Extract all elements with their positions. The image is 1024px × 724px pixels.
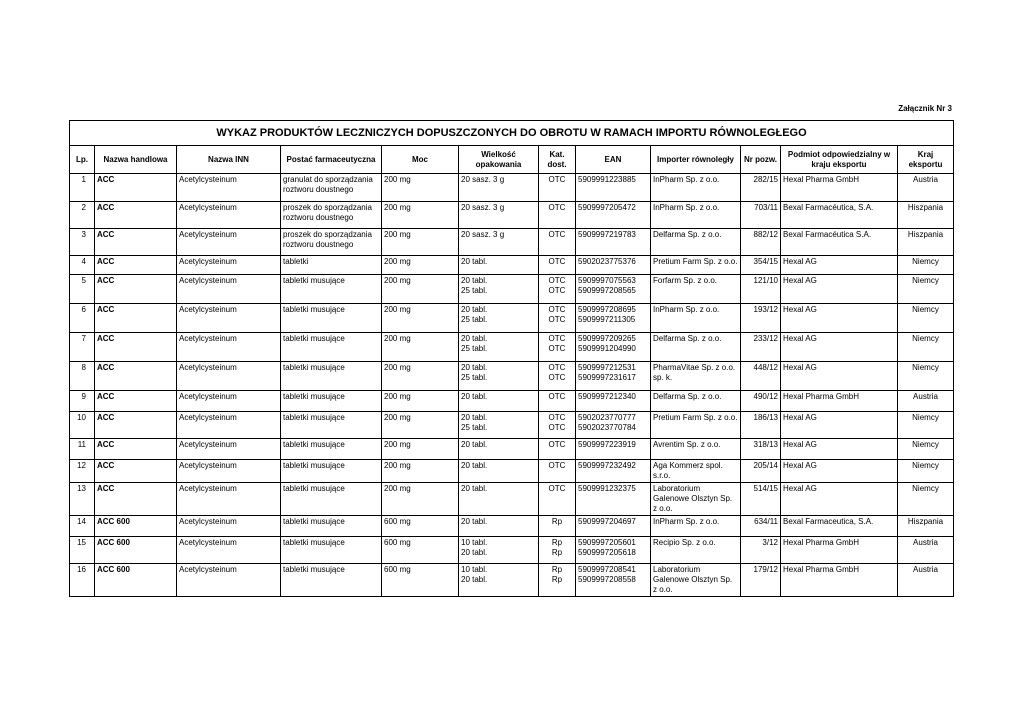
cell-permit: 205/14 [741, 460, 781, 483]
cell-exporter: Hexal AG [781, 460, 898, 483]
cell-inn: Acetylcysteinum [177, 439, 281, 460]
cell-permit: 318/13 [741, 439, 781, 460]
cell-strength: 600 mg [382, 537, 459, 564]
cell-strength: 600 mg [382, 564, 459, 597]
cell-lp: 1 [70, 174, 95, 202]
cell-trade-name: ACC 600 [95, 564, 177, 597]
cell-lp: 15 [70, 537, 95, 564]
cell-exporter: Hexal Pharma GmbH [781, 174, 898, 202]
cell-form: tabletki [281, 256, 382, 275]
cell-lp: 8 [70, 362, 95, 391]
cell-permit: 3/12 [741, 537, 781, 564]
cell-ean: 5909997212531 5909997231617 [576, 362, 651, 391]
cell-form: tabletki musujące [281, 362, 382, 391]
cell-strength: 200 mg [382, 391, 459, 412]
cell-lp: 16 [70, 564, 95, 597]
cell-exporter: Hexal AG [781, 275, 898, 304]
table-row [70, 483, 954, 516]
cell-exporter: Hexal AG [781, 483, 898, 516]
cell-permit: 514/15 [741, 483, 781, 516]
cell-ean: 5909991223885 [576, 174, 651, 202]
cell-country: Niemcy [898, 304, 954, 333]
cell-pack: 20 tabl. 25 tabl. [459, 275, 539, 304]
cell-country: Austria [898, 537, 954, 564]
cell-strength: 200 mg [382, 174, 459, 202]
table-row [70, 439, 954, 460]
cell-lp: 5 [70, 275, 95, 304]
cell-form: granulat do sporządzania roztworu doustnego [281, 174, 382, 202]
cell-importer: InPharm Sp. z o.o. [651, 202, 741, 229]
cell-importer: InPharm Sp. z o.o. [651, 174, 741, 202]
cell-ean: 5909997219783 [576, 229, 651, 256]
cell-importer: Pretium Farm Sp. z o.o. [651, 412, 741, 439]
cell-strength: 200 mg [382, 275, 459, 304]
cell-inn: Acetylcysteinum [177, 391, 281, 412]
cell-form: tabletki musujące [281, 537, 382, 564]
table-row [70, 516, 954, 537]
cell-form: tabletki musujące [281, 275, 382, 304]
table-body [70, 174, 954, 597]
cell-importer: InPharm Sp. z o.o. [651, 516, 741, 537]
cell-cat: OTC [539, 256, 576, 275]
cell-cat: OTC [539, 174, 576, 202]
cell-form: tabletki musujące [281, 439, 382, 460]
cell-country: Niemcy [898, 412, 954, 439]
cell-strength: 200 mg [382, 202, 459, 229]
cell-trade-name: ACC [95, 362, 177, 391]
table-row [70, 391, 954, 412]
cell-trade-name: ACC [95, 202, 177, 229]
cell-exporter: Hexal AG [781, 412, 898, 439]
cell-importer: Recipio Sp. z o.o. [651, 537, 741, 564]
cell-strength: 200 mg [382, 304, 459, 333]
table-row [70, 333, 954, 362]
cell-inn: Acetylcysteinum [177, 229, 281, 256]
cell-inn: Acetylcysteinum [177, 304, 281, 333]
cell-ean: 5909997232492 [576, 460, 651, 483]
cell-trade-name: ACC [95, 391, 177, 412]
cell-pack: 10 tabl. 20 tabl. [459, 564, 539, 597]
header-form: Postać farmaceutyczna [281, 146, 382, 174]
cell-importer: Delfarma Sp. z o.o. [651, 391, 741, 412]
cell-ean: 5902023770777 5902023770784 [576, 412, 651, 439]
cell-lp: 6 [70, 304, 95, 333]
cell-strength: 200 mg [382, 412, 459, 439]
cell-pack: 20 sasz. 3 g [459, 229, 539, 256]
cell-country: Niemcy [898, 275, 954, 304]
cell-country: Niemcy [898, 333, 954, 362]
cell-importer: Delfarma Sp. z o.o. [651, 333, 741, 362]
cell-lp: 4 [70, 256, 95, 275]
cell-strength: 200 mg [382, 460, 459, 483]
cell-exporter: Hexal AG [781, 439, 898, 460]
cell-trade-name: ACC [95, 229, 177, 256]
cell-strength: 200 mg [382, 333, 459, 362]
cell-importer: Pretium Farm Sp. z o.o. [651, 256, 741, 275]
cell-pack: 20 tabl. 25 tabl. [459, 304, 539, 333]
cell-trade-name: ACC 600 [95, 516, 177, 537]
table-header-row [70, 146, 954, 174]
cell-exporter: Hexal AG [781, 362, 898, 391]
cell-form: tabletki musujące [281, 460, 382, 483]
cell-ean: 5909997223919 [576, 439, 651, 460]
cell-importer: Laboratorium Galenowe Olsztyn Sp. z o.o. [651, 483, 741, 516]
table-row [70, 537, 954, 564]
table-row [70, 460, 954, 483]
cell-ean: 5909997205472 [576, 202, 651, 229]
cell-trade-name: ACC [95, 275, 177, 304]
cell-exporter: Hexal Pharma GmbH [781, 391, 898, 412]
table-title: WYKAZ PRODUKTÓW LECZNICZYCH DOPUSZCZONYCH DO OBROTU W RAMACH IMPORTU RÓWNOLEGŁEGO [70, 121, 954, 146]
cell-importer: Avrentim Sp. z o.o. [651, 439, 741, 460]
cell-country: Hiszpania [898, 202, 954, 229]
cell-importer: Delfarma Sp. z o.o. [651, 229, 741, 256]
cell-exporter: Bexal Farmacéutica, S.A. [781, 202, 898, 229]
cell-exporter: Hexal Pharma GmbH [781, 564, 898, 597]
cell-inn: Acetylcysteinum [177, 564, 281, 597]
cell-form: tabletki musujące [281, 391, 382, 412]
cell-pack: 20 sasz. 3 g [459, 174, 539, 202]
cell-country: Niemcy [898, 439, 954, 460]
cell-permit: 121/10 [741, 275, 781, 304]
cell-trade-name: ACC 600 [95, 537, 177, 564]
cell-ean: 5909997212340 [576, 391, 651, 412]
products-table [69, 120, 954, 597]
cell-country: Hiszpania [898, 229, 954, 256]
cell-inn: Acetylcysteinum [177, 483, 281, 516]
cell-cat: OTC [539, 439, 576, 460]
cell-inn: Acetylcysteinum [177, 537, 281, 564]
cell-country: Austria [898, 391, 954, 412]
cell-form: tabletki musujące [281, 304, 382, 333]
cell-country: Austria [898, 174, 954, 202]
cell-pack: 20 tabl. [459, 391, 539, 412]
cell-permit: 448/12 [741, 362, 781, 391]
cell-pack: 20 tabl. 25 tabl. [459, 333, 539, 362]
cell-form: proszek do sporządzania roztworu doustnego [281, 229, 382, 256]
cell-form: tabletki musujące [281, 333, 382, 362]
cell-exporter: Hexal Pharma GmbH [781, 537, 898, 564]
cell-ean: 5909997075563 5909997208565 [576, 275, 651, 304]
header-trade-name: Nazwa handlowa [95, 146, 177, 174]
cell-pack: 10 tabl. 20 tabl. [459, 537, 539, 564]
table-row [70, 362, 954, 391]
cell-trade-name: ACC [95, 439, 177, 460]
cell-cat: Rp Rp [539, 537, 576, 564]
cell-form: proszek do sporządzania roztworu doustnego [281, 202, 382, 229]
cell-trade-name: ACC [95, 256, 177, 275]
cell-permit: 186/13 [741, 412, 781, 439]
cell-importer: PharmaVitae Sp. z o.o. sp. k. [651, 362, 741, 391]
cell-country: Niemcy [898, 483, 954, 516]
cell-country: Niemcy [898, 256, 954, 275]
cell-form: tabletki musujące [281, 564, 382, 597]
cell-exporter: Bexal Farmacéutica S.A. [781, 229, 898, 256]
cell-lp: 9 [70, 391, 95, 412]
cell-inn: Acetylcysteinum [177, 174, 281, 202]
header-lp: Lp. [70, 146, 95, 174]
cell-form: tabletki musujące [281, 516, 382, 537]
cell-ean: 5909997208541 5909997208558 [576, 564, 651, 597]
cell-country: Niemcy [898, 460, 954, 483]
cell-pack: 20 tabl. [459, 256, 539, 275]
cell-cat: Rp Rp [539, 564, 576, 597]
cell-strength: 200 mg [382, 229, 459, 256]
cell-importer: Laboratorium Galenowe Olsztyn Sp. z o.o. [651, 564, 741, 597]
cell-inn: Acetylcysteinum [177, 256, 281, 275]
cell-cat: OTC OTC [539, 304, 576, 333]
cell-trade-name: ACC [95, 412, 177, 439]
cell-lp: 11 [70, 439, 95, 460]
header-inn: Nazwa INN [177, 146, 281, 174]
cell-form: tabletki musujące [281, 483, 382, 516]
cell-inn: Acetylcysteinum [177, 516, 281, 537]
cell-cat: OTC OTC [539, 275, 576, 304]
cell-exporter: Hexal AG [781, 304, 898, 333]
cell-cat: Rp [539, 516, 576, 537]
table-row [70, 256, 954, 275]
header-cat: Kat. dost. [539, 146, 576, 174]
cell-importer: InPharm Sp. z o.o. [651, 304, 741, 333]
cell-ean: 5909997209265 5909991204990 [576, 333, 651, 362]
cell-cat: OTC [539, 229, 576, 256]
cell-inn: Acetylcysteinum [177, 333, 281, 362]
cell-trade-name: ACC [95, 483, 177, 516]
cell-permit: 193/12 [741, 304, 781, 333]
cell-lp: 2 [70, 202, 95, 229]
header-country: Kraj eksportu [898, 146, 954, 174]
cell-inn: Acetylcysteinum [177, 202, 281, 229]
cell-cat: OTC [539, 391, 576, 412]
cell-exporter: Hexal AG [781, 256, 898, 275]
cell-importer: Aga Kommerz spol. s.r.o. [651, 460, 741, 483]
cell-lp: 14 [70, 516, 95, 537]
cell-permit: 179/12 [741, 564, 781, 597]
cell-permit: 703/11 [741, 202, 781, 229]
cell-country: Niemcy [898, 362, 954, 391]
header-pack: Wielkość opakowania [459, 146, 539, 174]
cell-lp: 3 [70, 229, 95, 256]
cell-ean: 5909997205601 5909997205618 [576, 537, 651, 564]
cell-pack: 20 tabl. [459, 516, 539, 537]
cell-pack: 20 sasz. 3 g [459, 202, 539, 229]
cell-country: Austria [898, 564, 954, 597]
cell-lp: 12 [70, 460, 95, 483]
cell-permit: 634/11 [741, 516, 781, 537]
cell-strength: 200 mg [382, 362, 459, 391]
cell-ean: 5902023775376 [576, 256, 651, 275]
cell-permit: 882/12 [741, 229, 781, 256]
cell-pack: 20 tabl. [459, 460, 539, 483]
table-row [70, 202, 954, 229]
cell-pack: 20 tabl. 25 tabl. [459, 362, 539, 391]
cell-lp: 10 [70, 412, 95, 439]
cell-pack: 20 tabl. 25 tabl. [459, 412, 539, 439]
cell-country: Hiszpania [898, 516, 954, 537]
cell-ean: 5909997204697 [576, 516, 651, 537]
cell-permit: 490/12 [741, 391, 781, 412]
cell-strength: 200 mg [382, 483, 459, 516]
table-row [70, 174, 954, 202]
cell-cat: OTC [539, 460, 576, 483]
cell-pack: 20 tabl. [459, 483, 539, 516]
cell-permit: 233/12 [741, 333, 781, 362]
cell-strength: 200 mg [382, 439, 459, 460]
cell-permit: 354/15 [741, 256, 781, 275]
cell-cat: OTC [539, 483, 576, 516]
cell-cat: OTC OTC [539, 412, 576, 439]
cell-cat: OTC OTC [539, 333, 576, 362]
cell-importer: Forfarm Sp. z o.o. [651, 275, 741, 304]
cell-pack: 20 tabl. [459, 439, 539, 460]
cell-trade-name: ACC [95, 460, 177, 483]
cell-strength: 600 mg [382, 516, 459, 537]
cell-ean: 5909991232375 [576, 483, 651, 516]
header-exporter: Podmiot odpowiedzialny w kraju eksportu [781, 146, 898, 174]
cell-strength: 200 mg [382, 256, 459, 275]
table-row [70, 275, 954, 304]
cell-inn: Acetylcysteinum [177, 460, 281, 483]
cell-cat: OTC [539, 202, 576, 229]
cell-lp: 13 [70, 483, 95, 516]
cell-inn: Acetylcysteinum [177, 275, 281, 304]
cell-form: tabletki musujące [281, 412, 382, 439]
header-ean: EAN [576, 146, 651, 174]
cell-inn: Acetylcysteinum [177, 362, 281, 391]
annex-label: Załącznik Nr 3 [898, 104, 952, 113]
cell-permit: 282/15 [741, 174, 781, 202]
cell-lp: 7 [70, 333, 95, 362]
cell-cat: OTC OTC [539, 362, 576, 391]
header-importer: Importer równoległy [651, 146, 741, 174]
header-strength: Moc [382, 146, 459, 174]
table-row [70, 564, 954, 597]
cell-trade-name: ACC [95, 174, 177, 202]
table-row [70, 229, 954, 256]
cell-trade-name: ACC [95, 333, 177, 362]
cell-trade-name: ACC [95, 304, 177, 333]
cell-ean: 5909997208695 5909997211305 [576, 304, 651, 333]
header-permit: Nr pozw. [741, 146, 781, 174]
cell-exporter: Bexal Farmaceutica, S.A. [781, 516, 898, 537]
table-row [70, 412, 954, 439]
cell-exporter: Hexal AG [781, 333, 898, 362]
cell-inn: Acetylcysteinum [177, 412, 281, 439]
table-row [70, 304, 954, 333]
